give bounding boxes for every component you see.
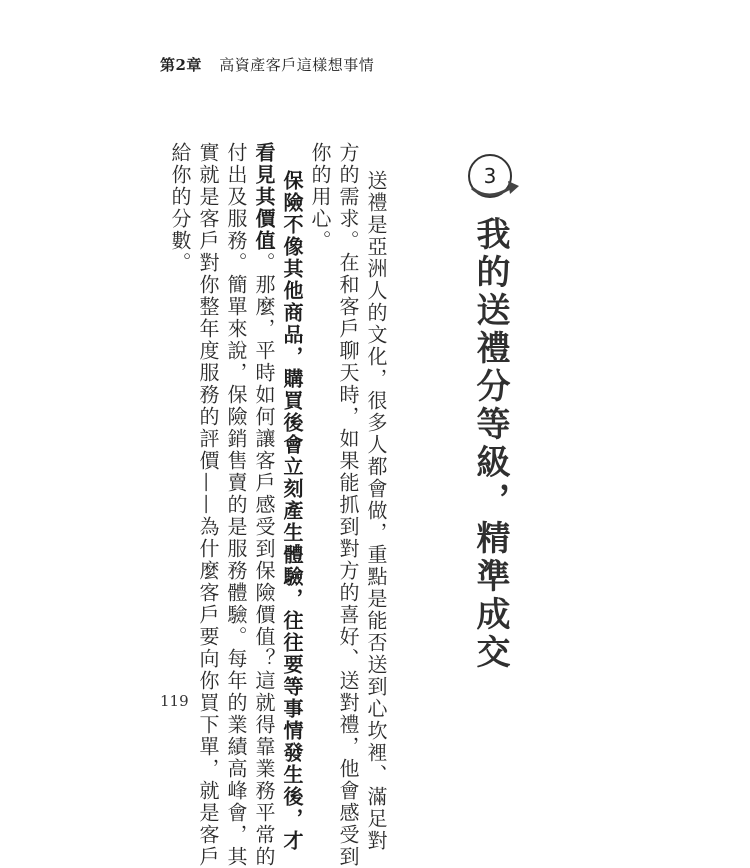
body-line-3: 你的用心。 xyxy=(308,142,332,252)
section-number-badge xyxy=(464,148,522,206)
body-line-8: 給你的分數。 xyxy=(168,142,192,274)
section-number: 3 xyxy=(483,164,497,188)
body-line-1: 送禮是亞洲人的文化，很多人都會做，重點是能否送到心坎裡、滿足對 xyxy=(364,170,388,852)
body-line-4-bold: 保險不像其他商品，購買後會立刻產生體驗，往往要等事情發生後，才 xyxy=(280,170,304,852)
chapter-title: 高資產客戶這樣想事情 xyxy=(219,56,375,74)
body-line-5-bold: 看見其價值 xyxy=(252,142,276,252)
body-line-7: 實就是客戶對你整年度服務的評價——為什麼客戶要向你買下單，就是客戶 xyxy=(196,142,220,868)
chapter-label: 第2章 xyxy=(160,56,202,74)
running-header xyxy=(160,54,374,75)
body-line-2: 方的需求。在和客戶聊天時，如果能抓到對方的喜好、送對禮，他會感受到 xyxy=(336,142,360,868)
body-line-5 xyxy=(250,142,278,868)
body-line-5-rest: 。那麼，平時如何讓客戶感受到保險價值？這就得靠業務平常的 xyxy=(252,252,276,868)
badge-arrowhead-icon xyxy=(508,181,519,194)
body-line-6: 付出及服務。簡單來說，保險銷售賣的是服務體驗。每年的業績高峰會，其 xyxy=(224,142,248,868)
section-title: 我的送禮分等級，精準成交 xyxy=(470,216,510,672)
page-number: 119 xyxy=(160,692,189,710)
